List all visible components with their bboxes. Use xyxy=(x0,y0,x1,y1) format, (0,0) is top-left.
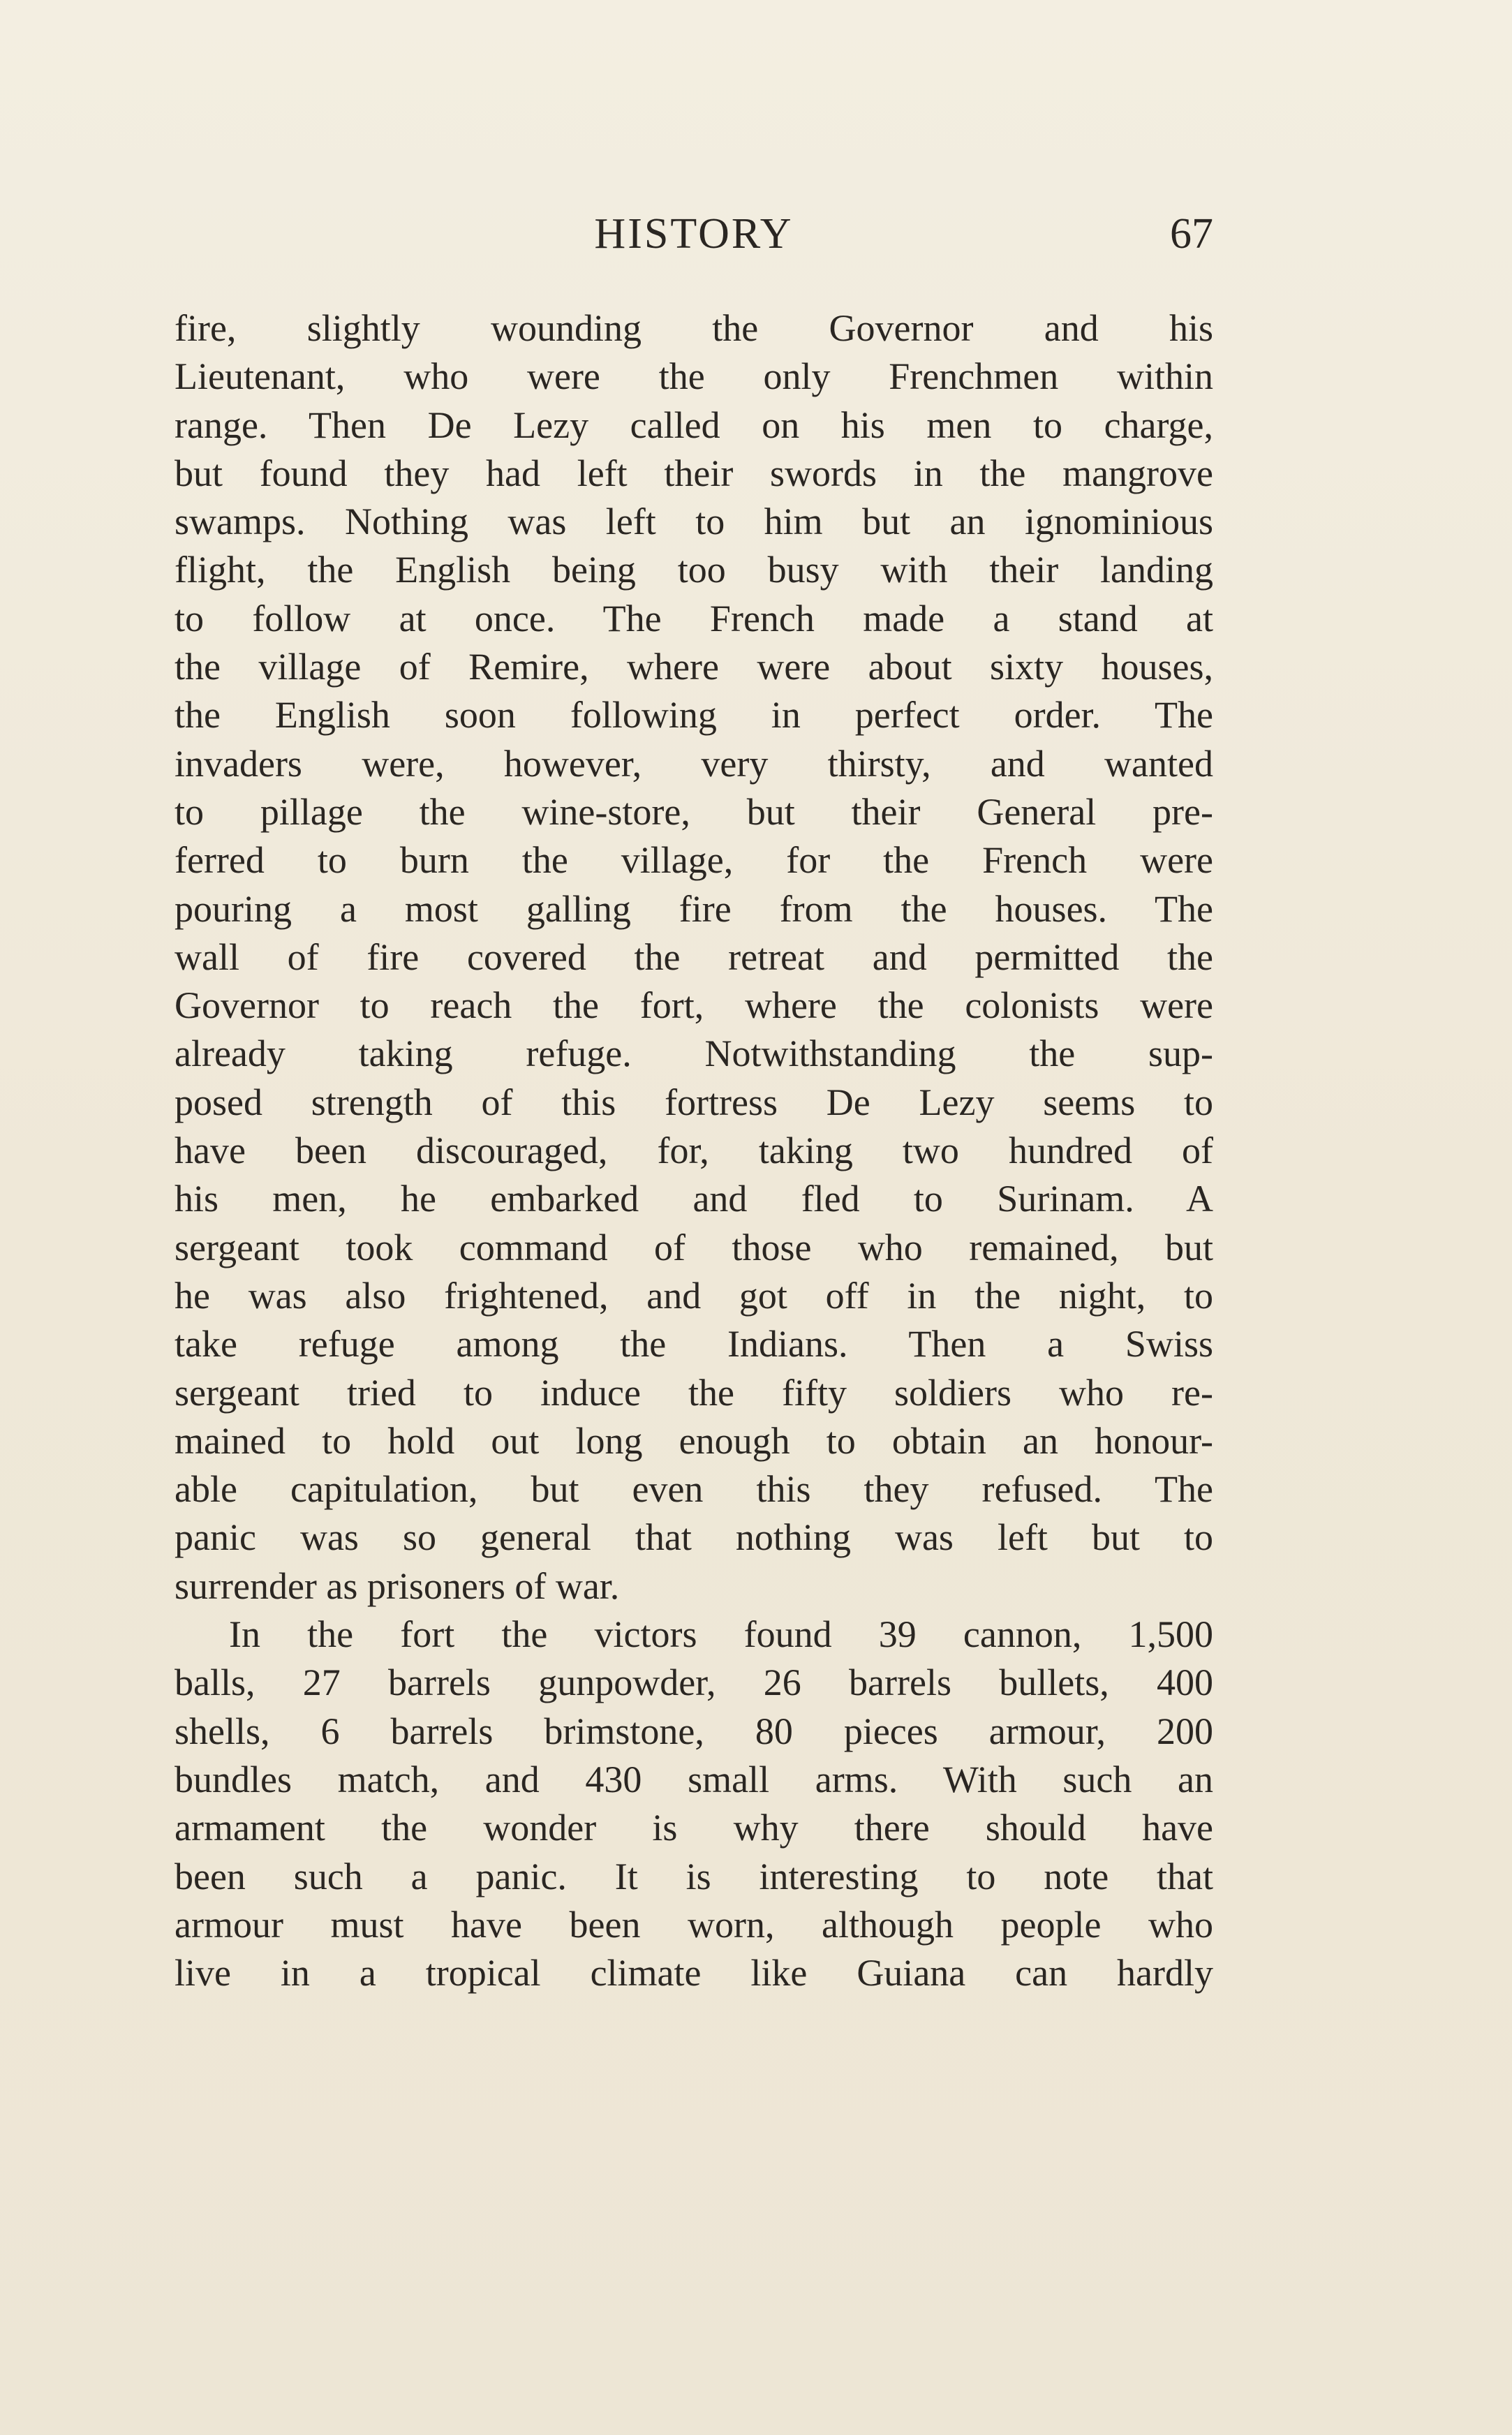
paragraph-last-line: surrender as prisoners of war. xyxy=(175,1564,620,1607)
text-line: to pillage the wine-store, but their General pre- xyxy=(175,790,1213,833)
text-line: he was also frightened, and got off in the night, to xyxy=(175,1274,1213,1317)
text-line: shells, 6 barrels brimstone, 80 pieces armour, 200 xyxy=(175,1710,1213,1752)
text-line: bundles match, and 430 small arms. With such an xyxy=(175,1758,1213,1800)
text-line: wall of fire covered the retreat and permitted the xyxy=(175,935,1213,978)
text-line: fire, slightly wounding the Governor and his xyxy=(175,307,1213,349)
text-line: mained to hold out long enough to obtain an honour- xyxy=(175,1419,1213,1462)
paragraph-first-line: In the fort the victors found 39 cannon, 1,500 xyxy=(229,1613,1213,1656)
text-line: invaders were, however, very thirsty, and wanted xyxy=(175,742,1213,785)
text-line: panic was so general that nothing was left but to xyxy=(175,1516,1213,1559)
text-line: already taking refuge. Notwithstanding the sup- xyxy=(175,1033,1213,1075)
text-line: to follow at once. The French made a stand at xyxy=(175,597,1213,639)
text-line: been such a panic. It is interesting to note that xyxy=(175,1855,1213,1897)
text-line: armour must have been worn, although people who xyxy=(175,1903,1213,1946)
body-text xyxy=(175,304,1213,1997)
text-line: his men, he embarked and fled to Surinam. A xyxy=(175,1178,1213,1220)
text-line: ferred to burn the village, for the French were xyxy=(175,839,1213,882)
text-line: sergeant tried to induce the fifty soldiers who re- xyxy=(175,1371,1213,1414)
text-line: able capitulation, but even this they refused. The xyxy=(175,1468,1213,1511)
text-line: pouring a most galling fire from the houses. The xyxy=(175,887,1213,930)
running-head: HISTORY xyxy=(594,210,794,258)
text-line: armament the wonder is why there should have xyxy=(175,1807,1213,1849)
text-line: sergeant took command of those who remained, but xyxy=(175,1226,1213,1268)
text-line: range. Then De Lezy called on his men to charge, xyxy=(175,404,1213,446)
text-line: Governor to reach the fort, where the colonists were xyxy=(175,984,1213,1027)
text-line: the village of Remire, where were about sixty houses, xyxy=(175,646,1213,688)
page-header xyxy=(175,209,1213,265)
text-line: the English soon following in perfect order. The xyxy=(175,694,1213,737)
text-line: but found they had left their swords in the mangrove xyxy=(175,452,1213,494)
text-line: posed strength of this fortress De Lezy seems to xyxy=(175,1081,1213,1123)
text-line: live in a tropical climate like Guiana can hardly xyxy=(175,1952,1213,1994)
text-line: flight, the English being too busy with their landing xyxy=(175,549,1213,591)
text-line: swamps. Nothing was left to him but an ignominious xyxy=(175,501,1213,543)
text-line: have been discouraged, for, taking two hundred of xyxy=(175,1130,1213,1172)
page-number: 67 xyxy=(1170,210,1213,258)
text-line: balls, 27 barrels gunpowder, 26 barrels bullets, 400 xyxy=(175,1661,1213,1704)
text-line: take refuge among the Indians. Then a Swiss xyxy=(175,1323,1213,1365)
text-line: Lieutenant, who were the only Frenchmen within xyxy=(175,355,1213,398)
